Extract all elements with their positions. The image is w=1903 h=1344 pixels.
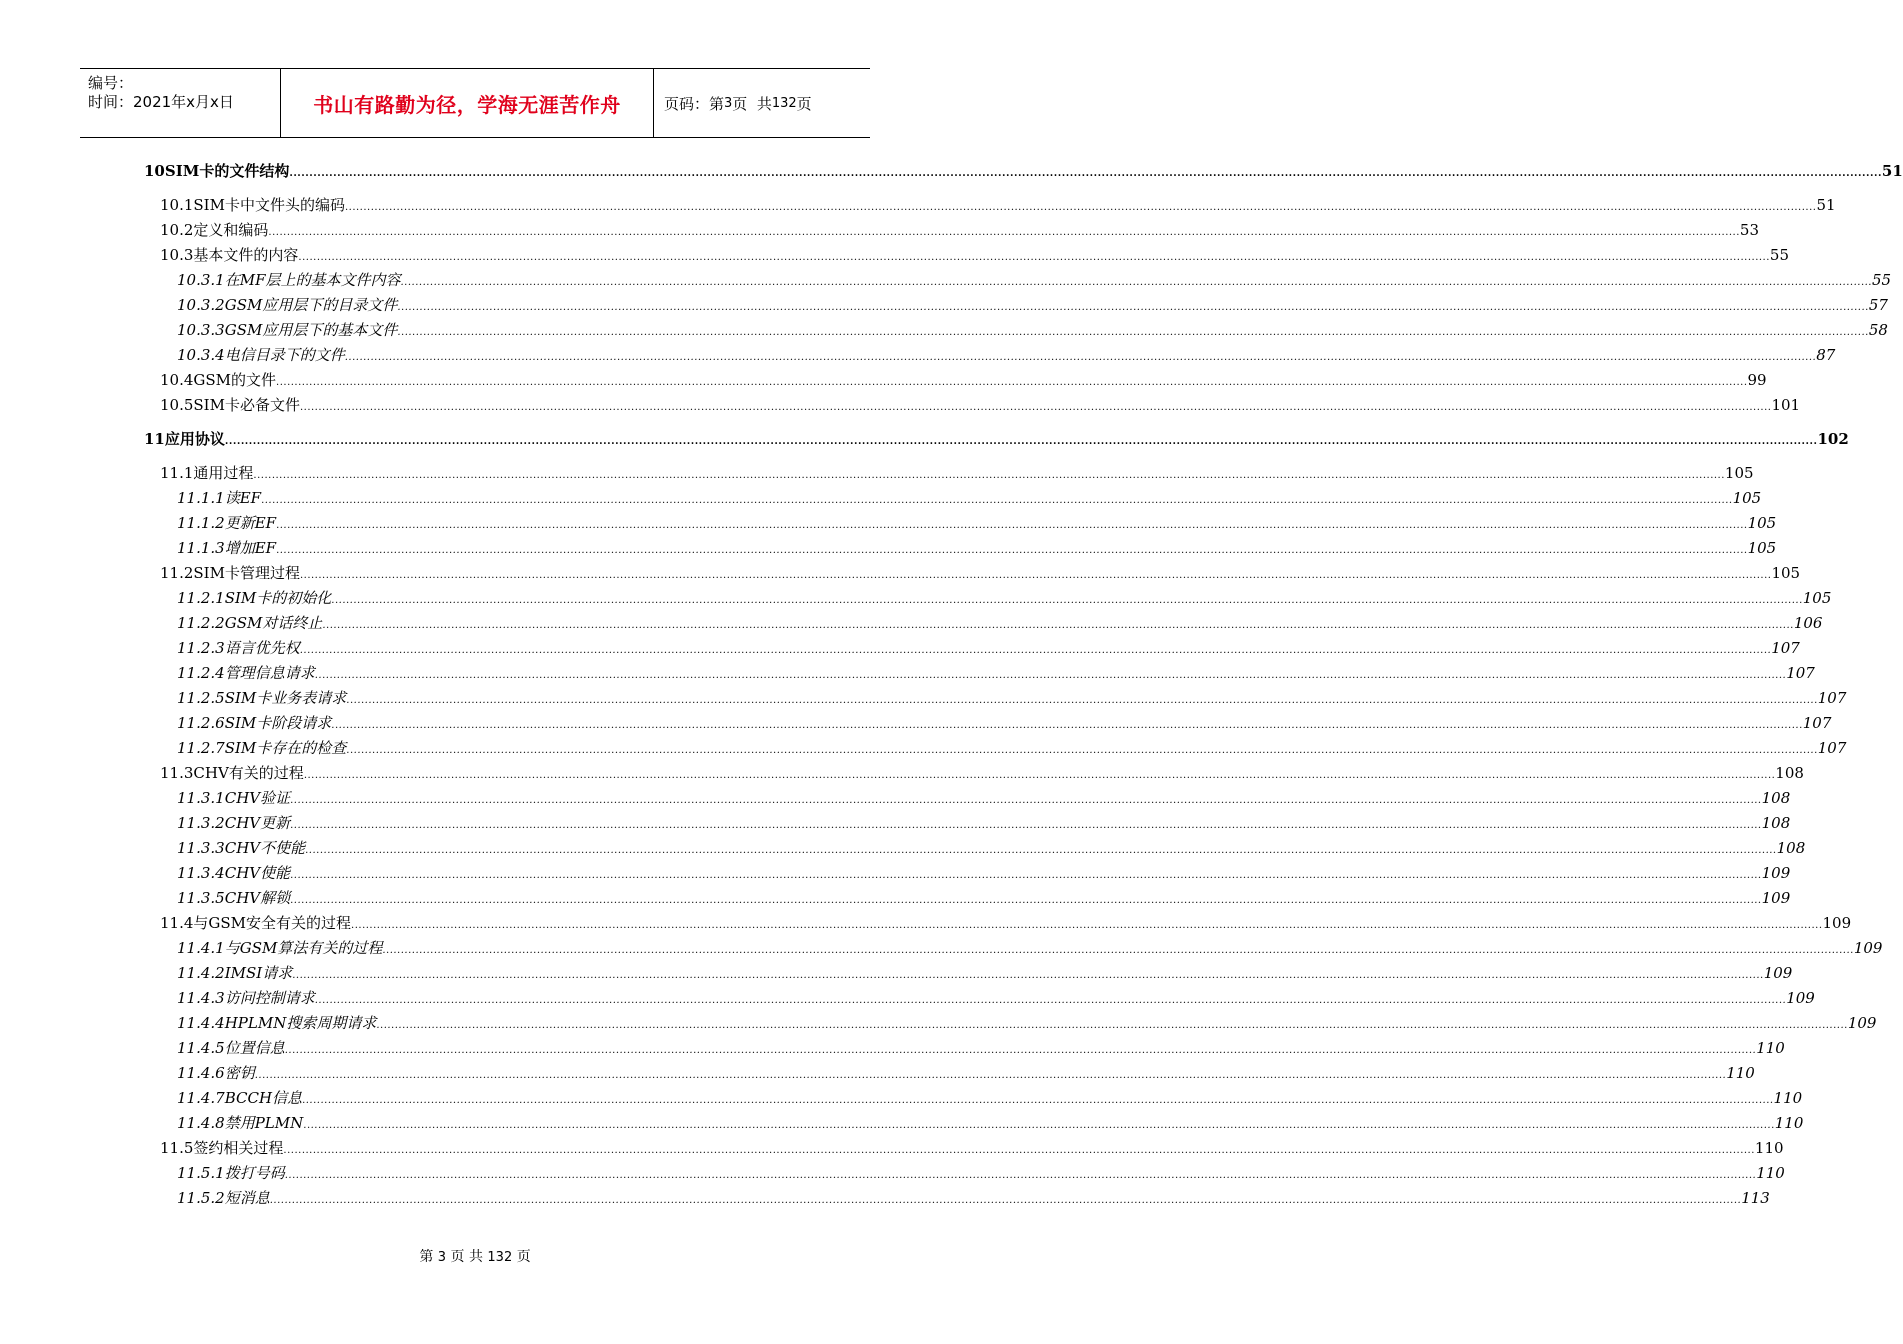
- toc-entry[interactable]: [177, 1037, 1785, 1059]
- toc-entry[interactable]: [144, 160, 1903, 182]
- toc-entry-page: 109: [1761, 864, 1791, 882]
- toc-leader-dots: ................................................................................................................................................................................................................................................................................................................................................................................................................: [290, 870, 1762, 881]
- toc-leader-dots: ................................................................................................................................................................................................................................................................................................................................................................................................................: [268, 227, 1740, 238]
- toc-leader-dots: ................................................................................................................................................................................................................................................................................................................................................................................................................: [290, 820, 1762, 831]
- toc-leader-dots: ................................................................................................................................................................................................................................................................................................................................................................................................................: [299, 645, 1772, 656]
- toc-entry-page: 105: [1732, 489, 1762, 507]
- toc-entry-page: 107: [1817, 689, 1847, 707]
- toc-entry-title: 电信目录下的文件: [224, 346, 345, 364]
- toc-entry-title: 增加EF: [224, 539, 277, 557]
- toc-leader-dots: ................................................................................................................................................................................................................................................................................................................................................................................................................: [276, 545, 1748, 556]
- toc-entry-number: 11.4.4: [177, 1014, 225, 1032]
- toc-entry-page: 110: [1726, 1064, 1755, 1082]
- header-page-total: 132: [771, 95, 797, 111]
- toc-entry[interactable]: [160, 762, 1804, 784]
- toc-entry[interactable]: [177, 537, 1777, 559]
- toc-entry-number: 11.3: [160, 764, 194, 782]
- toc-entry-number: 11.2.4: [177, 664, 225, 682]
- toc-entry-page: 110: [1773, 1089, 1803, 1107]
- toc-entry-page: 109: [1822, 914, 1852, 932]
- toc-entry-title: SIM卡业务表请求: [224, 689, 347, 707]
- toc-leader-dots: ................................................................................................................................................................................................................................................................................................................................................................................................................: [298, 252, 1770, 263]
- toc-entry-number: 11.4.3: [177, 989, 225, 1007]
- toc-entry-number: 11.2.6: [177, 714, 225, 732]
- toc-entry-number: 10.3.1: [177, 271, 225, 289]
- toc-leader-dots: ................................................................................................................................................................................................................................................................................................................................................................................................................: [269, 1195, 1742, 1206]
- toc-entry-title: CHV使能: [224, 864, 291, 882]
- toc-entry-page: 55: [1769, 246, 1789, 264]
- toc-entry[interactable]: [177, 319, 1888, 341]
- toc-entry-number: 10.1: [160, 196, 194, 214]
- toc-entry-title: 基本文件的内容: [193, 246, 299, 264]
- footer-current: 3: [437, 1250, 447, 1265]
- toc-entry-page: 51: [1816, 196, 1836, 214]
- toc-entry-page: 102: [1817, 430, 1849, 448]
- toc-entry[interactable]: [177, 887, 1791, 909]
- toc-entry-title: 与GSM算法有关的过程: [224, 939, 383, 957]
- toc-entry-page: 53: [1739, 221, 1759, 239]
- toc-entry-number: 10.3.3: [177, 321, 225, 339]
- toc-entry[interactable]: [177, 1112, 1804, 1134]
- toc-entry-title: 管理信息请求: [224, 664, 315, 682]
- toc-leader-dots: ................................................................................................................................................................................................................................................................................................................................................................................................................: [331, 720, 1803, 731]
- header-page-label-post: 页: [796, 94, 812, 113]
- toc-entry-number: 11.5.2: [177, 1189, 225, 1207]
- header-number-label: 编号：: [88, 74, 134, 92]
- toc-entry-page: 110: [1756, 1039, 1785, 1057]
- header-page-label-mid: 页 共: [732, 94, 772, 113]
- toc-entry-number: 11.1.3: [177, 539, 225, 557]
- toc-entry[interactable]: [177, 737, 1847, 759]
- toc-entry[interactable]: [160, 369, 1767, 391]
- footer-total: 132: [487, 1250, 513, 1265]
- toc-leader-dots: ................................................................................................................................................................................................................................................................................................................................................................................................................: [224, 436, 1818, 447]
- toc-entry-title: GSM的文件: [193, 371, 277, 389]
- toc-leader-dots: ................................................................................................................................................................................................................................................................................................................................................................................................................: [303, 770, 1776, 781]
- toc-entry-page: 109: [1761, 889, 1791, 907]
- toc-entry[interactable]: [177, 987, 1815, 1009]
- toc-entry-page: 109: [1853, 939, 1883, 957]
- toc-entry-title: 定义和编码: [193, 221, 269, 239]
- toc-entry-number: 11.1: [160, 464, 194, 482]
- toc-entry-page: 107: [1817, 739, 1847, 757]
- toc-entry-page: 113: [1741, 1189, 1770, 1207]
- toc-leader-dots: ................................................................................................................................................................................................................................................................................................................................................................................................................: [302, 1095, 1774, 1106]
- toc-leader-dots: ................................................................................................................................................................................................................................................................................................................................................................................................................: [346, 745, 1818, 756]
- toc-entry-title: HPLMN搜索周期请求: [224, 1014, 377, 1032]
- toc-entry[interactable]: [177, 712, 1832, 734]
- toc-entry-page: 51: [1881, 162, 1903, 180]
- toc-entry[interactable]: [177, 637, 1800, 659]
- toc-entry-number: 11.4.7: [177, 1089, 225, 1107]
- toc-entry-number: 10.3.2: [177, 296, 225, 314]
- toc-entry-title: 短消息: [224, 1189, 270, 1207]
- toc-entry-page: 108: [1761, 789, 1791, 807]
- toc-leader-dots: ................................................................................................................................................................................................................................................................................................................................................................................................................: [276, 520, 1748, 531]
- toc-entry-page: 109: [1786, 989, 1815, 1007]
- toc-entry-page: 108: [1775, 764, 1804, 782]
- toc-entry-title: 应用协议: [164, 430, 225, 448]
- toc-entry-title: SIM卡中文件头的编码: [193, 196, 345, 214]
- toc-entry[interactable]: [177, 587, 1832, 609]
- toc-entry-number: 10.5: [160, 396, 194, 414]
- toc-entry[interactable]: [177, 1012, 1877, 1034]
- toc-entry[interactable]: [177, 1087, 1803, 1109]
- toc-leader-dots: ................................................................................................................................................................................................................................................................................................................................................................................................................: [376, 1020, 1848, 1031]
- toc-entry[interactable]: [177, 937, 1883, 959]
- toc-entry-page: 107: [1786, 664, 1815, 682]
- toc-leader-dots: ................................................................................................................................................................................................................................................................................................................................................................................................................: [283, 1145, 1755, 1156]
- toc-entry-title: 位置信息: [224, 1039, 285, 1057]
- toc-leader-dots: ................................................................................................................................................................................................................................................................................................................................................................................................................: [292, 970, 1764, 981]
- toc-entry-page: 99: [1747, 371, 1767, 389]
- page-header: [80, 68, 870, 138]
- header-page-cell: [654, 69, 870, 137]
- toc-entry-number: 11.3.4: [177, 864, 225, 882]
- toc-leader-dots: ................................................................................................................................................................................................................................................................................................................................................................................................................: [397, 302, 1869, 313]
- toc-entry[interactable]: [177, 294, 1888, 316]
- footer-mid: 页 共: [450, 1249, 483, 1265]
- toc-entry[interactable]: [177, 787, 1791, 809]
- toc-entry[interactable]: [177, 687, 1847, 709]
- toc-leader-dots: ................................................................................................................................................................................................................................................................................................................................................................................................................: [290, 795, 1762, 806]
- toc-entry-page: 105: [1747, 514, 1777, 532]
- toc-entry-page: 58: [1868, 321, 1888, 339]
- header-motto-cell: [281, 69, 654, 137]
- toc-entry-page: 105: [1747, 539, 1777, 557]
- toc-entry-title: CHV验证: [224, 789, 291, 807]
- toc-leader-dots: ................................................................................................................................................................................................................................................................................................................................................................................................................: [276, 377, 1748, 388]
- toc-leader-dots: ................................................................................................................................................................................................................................................................................................................................................................................................................: [254, 1070, 1727, 1081]
- toc-leader-dots: ................................................................................................................................................................................................................................................................................................................................................................................................................: [331, 595, 1803, 606]
- toc-leader-dots: ................................................................................................................................................................................................................................................................................................................................................................................................................: [314, 670, 1787, 681]
- toc-leader-dots: ................................................................................................................................................................................................................................................................................................................................................................................................................: [344, 202, 1817, 213]
- toc-entry[interactable]: [160, 462, 1754, 484]
- toc-entry-number: 11.3.1: [177, 789, 225, 807]
- toc-entry-title: SIM卡存在的检查: [224, 739, 347, 757]
- toc-leader-dots: ................................................................................................................................................................................................................................................................................................................................................................................................................: [299, 402, 1772, 413]
- toc-entry-number: 11.5.1: [177, 1164, 225, 1182]
- toc-entry-title: SIM卡的文件结构: [164, 162, 290, 180]
- toc-entry[interactable]: [160, 394, 1801, 416]
- toc-leader-dots: ................................................................................................................................................................................................................................................................................................................................................................................................................: [397, 327, 1869, 338]
- toc-entry-page: 108: [1761, 814, 1791, 832]
- toc-entry-page: 109: [1763, 964, 1793, 982]
- toc-entry[interactable]: [160, 244, 1789, 266]
- toc-entry[interactable]: [177, 812, 1791, 834]
- toc-entry-title: GSM应用层下的基本文件: [224, 321, 398, 339]
- toc-entry-title: 访问控制请求: [224, 989, 315, 1007]
- toc-entry[interactable]: [177, 1187, 1770, 1209]
- toc-leader-dots: ................................................................................................................................................................................................................................................................................................................................................................................................................: [289, 168, 1882, 179]
- toc-entry-title: 密钥: [224, 1064, 255, 1082]
- footer-pre: 第: [419, 1249, 434, 1265]
- toc-entry-title: 禁用PLMN: [224, 1114, 304, 1132]
- toc-entry-title: SIM卡的初始化: [224, 589, 332, 607]
- toc-entry-title: SIM卡必备文件: [193, 396, 300, 414]
- toc-entry-number: 11.3.2: [177, 814, 225, 832]
- toc-entry-number: 11.4.2: [177, 964, 225, 982]
- toc-entry-number: 10.3.4: [177, 346, 225, 364]
- toc-leader-dots: ................................................................................................................................................................................................................................................................................................................................................................................................................: [299, 570, 1772, 581]
- toc-leader-dots: ................................................................................................................................................................................................................................................................................................................................................................................................................: [322, 620, 1794, 631]
- toc-entry-title: 与GSM安全有关的过程: [193, 914, 352, 932]
- toc-entry-number: 11.4: [160, 914, 194, 932]
- toc-entry-number: 10.3: [160, 246, 194, 264]
- toc-entry[interactable]: [160, 1137, 1784, 1159]
- toc-entry-number: 11.2.1: [177, 589, 225, 607]
- toc-entry[interactable]: [160, 194, 1836, 216]
- toc-entry[interactable]: [144, 428, 1849, 450]
- toc-entry-title: 签约相关过程: [193, 1139, 284, 1157]
- toc-leader-dots: ................................................................................................................................................................................................................................................................................................................................................................................................................: [346, 695, 1818, 706]
- header-motto: 书山有路勤为径，学海无涯苦作舟: [313, 92, 621, 117]
- toc-entry-title: SIM卡管理过程: [193, 564, 300, 582]
- toc-entry[interactable]: [177, 662, 1815, 684]
- toc-entry-title: 读EF: [224, 489, 262, 507]
- toc-entry-number: 11.4.1: [177, 939, 225, 957]
- toc-entry[interactable]: [177, 269, 1892, 291]
- toc-entry-title: GSM对话终止: [224, 614, 323, 632]
- toc-leader-dots: ................................................................................................................................................................................................................................................................................................................................................................................................................: [261, 495, 1733, 506]
- toc-entry-title: BCCH信息: [224, 1089, 303, 1107]
- toc-entry[interactable]: [177, 862, 1791, 884]
- toc-leader-dots: ................................................................................................................................................................................................................................................................................................................................................................................................................: [290, 895, 1762, 906]
- toc-entry-title: 语言优先权: [224, 639, 300, 657]
- toc-entry[interactable]: [177, 837, 1806, 859]
- toc-entry-page: 106: [1793, 614, 1823, 632]
- toc-entry[interactable]: [177, 1062, 1755, 1084]
- page-footer: [0, 1246, 950, 1266]
- toc-entry[interactable]: [160, 562, 1801, 584]
- toc-entry-title: CHV更新: [224, 814, 291, 832]
- header-page-label-pre: 页码：第: [664, 94, 725, 113]
- toc-entry-number: 11.1.2: [177, 514, 225, 532]
- toc-entry[interactable]: [160, 219, 1759, 241]
- toc-entry-number: 10.2: [160, 221, 194, 239]
- toc-entry-page: 105: [1724, 464, 1754, 482]
- toc-entry[interactable]: [177, 487, 1762, 509]
- toc-entry-page: 105: [1771, 564, 1801, 582]
- toc-entry[interactable]: [177, 962, 1793, 984]
- toc-entry-title: 在MF层上的基本文件内容: [224, 271, 401, 289]
- toc-entry-title: CHV有关的过程: [193, 764, 304, 782]
- toc-entry-number: 11.2.7: [177, 739, 225, 757]
- toc-entry-number: 11.2.2: [177, 614, 225, 632]
- toc-leader-dots: ................................................................................................................................................................................................................................................................................................................................................................................................................: [305, 845, 1777, 856]
- toc-entry[interactable]: [177, 612, 1823, 634]
- toc-entry-page: 57: [1868, 296, 1888, 314]
- header-time-label: 时间：2021年x月x日: [88, 93, 234, 111]
- toc-leader-dots: ................................................................................................................................................................................................................................................................................................................................................................................................................: [314, 995, 1787, 1006]
- toc-entry[interactable]: [177, 512, 1777, 534]
- toc-entry-number: 11: [144, 430, 165, 448]
- toc-entry-title: CHV解锁: [224, 889, 291, 907]
- toc-entry-number: 11.4.8: [177, 1114, 225, 1132]
- toc-leader-dots: ................................................................................................................................................................................................................................................................................................................................................................................................................: [284, 1170, 1757, 1181]
- toc-leader-dots: ................................................................................................................................................................................................................................................................................................................................................................................................................: [382, 945, 1854, 956]
- toc-entry-page: 55: [1871, 271, 1892, 289]
- toc-leader-dots: ................................................................................................................................................................................................................................................................................................................................................................................................................: [303, 1120, 1775, 1131]
- toc-entry-number: 11.4.5: [177, 1039, 225, 1057]
- toc-leader-dots: ................................................................................................................................................................................................................................................................................................................................................................................................................: [400, 277, 1872, 288]
- toc-entry-page: 87: [1816, 346, 1836, 364]
- toc-entry-title: 拨打号码: [224, 1164, 285, 1182]
- toc-entry-page: 110: [1754, 1139, 1784, 1157]
- toc-entry-number: 11.1.1: [177, 489, 225, 507]
- toc-entry-title: SIM卡阶段请求: [224, 714, 332, 732]
- toc-entry-number: 11.2: [160, 564, 194, 582]
- toc-entry-number: 11.3.5: [177, 889, 225, 907]
- toc-entry[interactable]: [177, 344, 1836, 366]
- toc-entry-title: 通用过程: [193, 464, 254, 482]
- toc-entry-title: GSM应用层下的目录文件: [224, 296, 398, 314]
- toc-entry-page: 105: [1802, 589, 1832, 607]
- toc-entry-title: CHV不使能: [224, 839, 306, 857]
- toc-entry[interactable]: [160, 912, 1852, 934]
- toc-leader-dots: ................................................................................................................................................................................................................................................................................................................................................................................................................: [284, 1045, 1757, 1056]
- header-page-current: 3: [724, 95, 733, 111]
- toc-entry-title: IMSI请求: [224, 964, 293, 982]
- toc-entry-number: 10: [144, 162, 165, 180]
- toc-leader-dots: ................................................................................................................................................................................................................................................................................................................................................................................................................: [253, 470, 1725, 481]
- toc-entry-page: 110: [1774, 1114, 1804, 1132]
- toc-entry-number: 11.2.3: [177, 639, 225, 657]
- footer-post: 页: [516, 1249, 531, 1265]
- header-meta-cell: [80, 69, 281, 137]
- toc-entry-number: 11.2.5: [177, 689, 225, 707]
- toc-entry-number: 10.4: [160, 371, 194, 389]
- toc-entry-page: 107: [1802, 714, 1832, 732]
- toc-entry-number: 11.5: [160, 1139, 194, 1157]
- toc-entry-page: 108: [1776, 839, 1806, 857]
- toc-entry-page: 109: [1847, 1014, 1877, 1032]
- toc-entry-number: 11.4.6: [177, 1064, 225, 1082]
- toc-entry-number: 11.3.3: [177, 839, 225, 857]
- toc-leader-dots: ................................................................................................................................................................................................................................................................................................................................................................................................................: [351, 920, 1823, 931]
- toc-entry-page: 110: [1756, 1164, 1785, 1182]
- toc-entry-title: 更新EF: [224, 514, 277, 532]
- toc-leader-dots: ................................................................................................................................................................................................................................................................................................................................................................................................................: [344, 352, 1817, 363]
- toc-entry-page: 107: [1771, 639, 1800, 657]
- toc-entry[interactable]: [177, 1162, 1785, 1184]
- toc-entry-page: 101: [1771, 396, 1801, 414]
